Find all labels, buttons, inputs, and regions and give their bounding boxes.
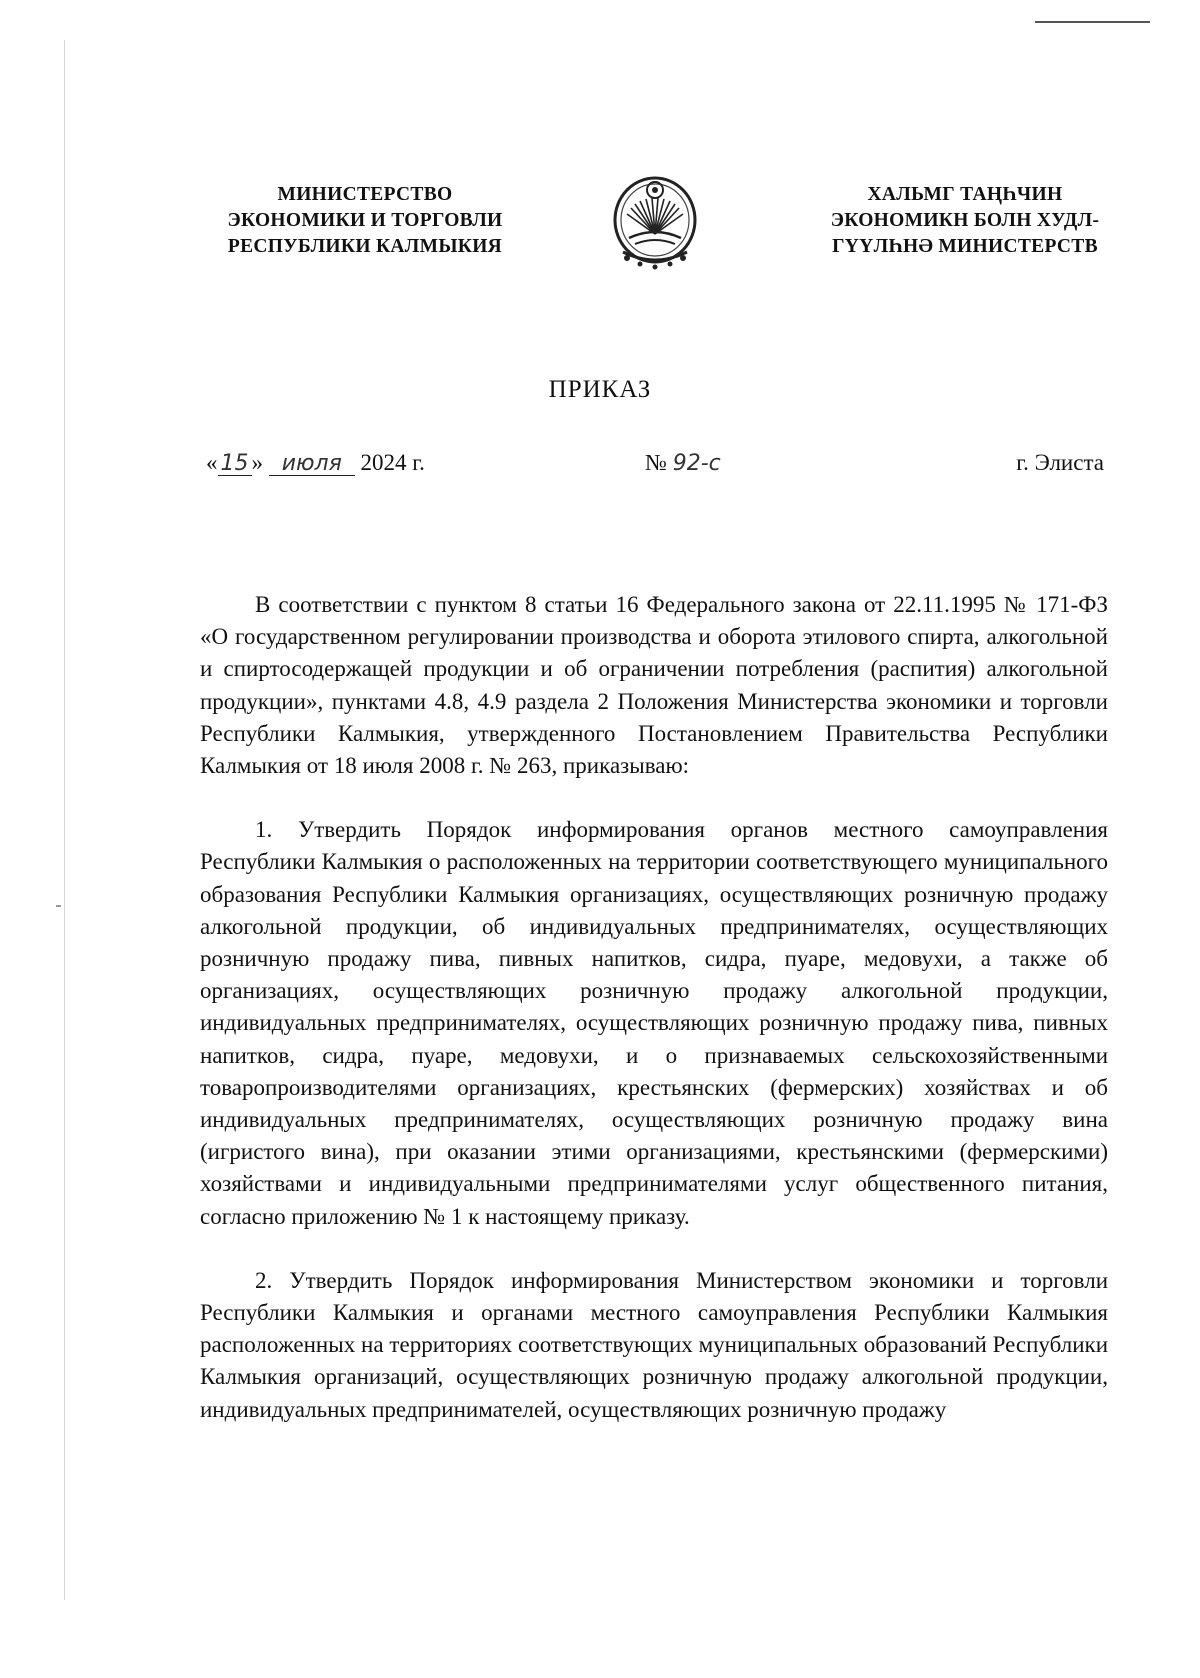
ministry-name-line: ЭКОНОМИКН БОЛН ХУДЛ- xyxy=(830,210,1100,231)
ministry-name-line: ГҮҮЛҺНӘ МИНИСТЕРСТВ xyxy=(832,236,1098,257)
document-city: г. Элиста xyxy=(1016,450,1104,475)
scan-artifact-dot xyxy=(56,905,61,907)
document-number xyxy=(645,450,721,476)
date-year: 2024 г. xyxy=(360,450,425,475)
ministry-name-line: РЕСПУБЛИКИ КАЛМЫКИЯ xyxy=(227,236,503,257)
number-label: № xyxy=(645,450,667,475)
document-body xyxy=(200,589,1108,1426)
body-paragraph: В соответствии с пунктом 8 статьи 16 Федерального закона от 22.11.1995 № 171-ФЗ «О государственном регулировании производства и оборота этилового спирта, алкогольной и спиртосодержащей продукции и об ограничении потребления (распития) алкогольной продукции», пунктами 4.8, 4.9 раздела 2 Положения Министерства экономики и торговли Республики Калмыкия, утвержденного Постановлением Правительства Республики Калмыкия от 18 июля 2008 г. № 263, приказываю: xyxy=(200,592,1108,779)
date-close-quote: » xyxy=(251,450,263,475)
document-date xyxy=(206,450,425,476)
date-month: июля xyxy=(269,453,355,476)
ministry-name-line: МИНИСТЕРСТВО xyxy=(277,184,453,205)
coat-of-arms-icon xyxy=(605,172,705,272)
scan-artifact-line xyxy=(1035,21,1150,23)
body-paragraph: 1. Утвердить Порядок информирования органов местного самоуправления Республики Калмыкия о расположенных на территории соответствующего муниципального образования Республики Калмыкия организациях, осуществляющих розничную продажу алкогольной продукции, об индивидуальных предпринимателях, осуществляющих розничную продажу пива, пивных напитков, сидра, пуаре, медовухи, а также об организациях, осуществляющих розничную продажу алкогольной продукции, индивидуальных предпринимателях, осуществляющих розничную продажу пива, пивных напитков, сидра, пуаре, медовухи, и о признаваемых сельскохозяйственными товаропроизводителями организациях, крестьянских (фермерских) хозяйствах и об индивидуальных предпринимателях, осуществляющих розничную продажу вина (игристого вина), при оказании этими организациями, крестьянскими (фермерскими) хозяйствами и индивидуальными предпринимателями услуг общественного питания, согласно приложению № 1 к настоящему приказу. xyxy=(200,817,1108,1229)
ministry-name-line: ХАЛЬМГ ТАҢҺЧИН xyxy=(867,184,1063,205)
scan-artifact-margin xyxy=(64,40,65,1600)
date-day: 15 xyxy=(218,453,252,476)
ministry-name-russian xyxy=(200,182,530,260)
ministry-name-kalmyk xyxy=(800,182,1130,260)
document-title: ПРИКАЗ xyxy=(548,376,652,403)
number-value: 92-с xyxy=(672,451,721,476)
body-paragraph: 2. Утвердить Порядок информирования Министерством экономики и торговли Республики Калмыкия и органами местного самоуправления Республики Калмыкия расположенных на территориях соответствующих муниципальных образований Республики Калмыкия организаций, осуществляющих розничную продажу алкогольной продукции, индивидуальных предпринимателей, осуществляющих розничную продажу xyxy=(200,1267,1108,1422)
date-open-quote: « xyxy=(206,450,218,475)
ministry-name-line: ЭКОНОМИКИ И ТОРГОВЛИ xyxy=(227,210,503,231)
